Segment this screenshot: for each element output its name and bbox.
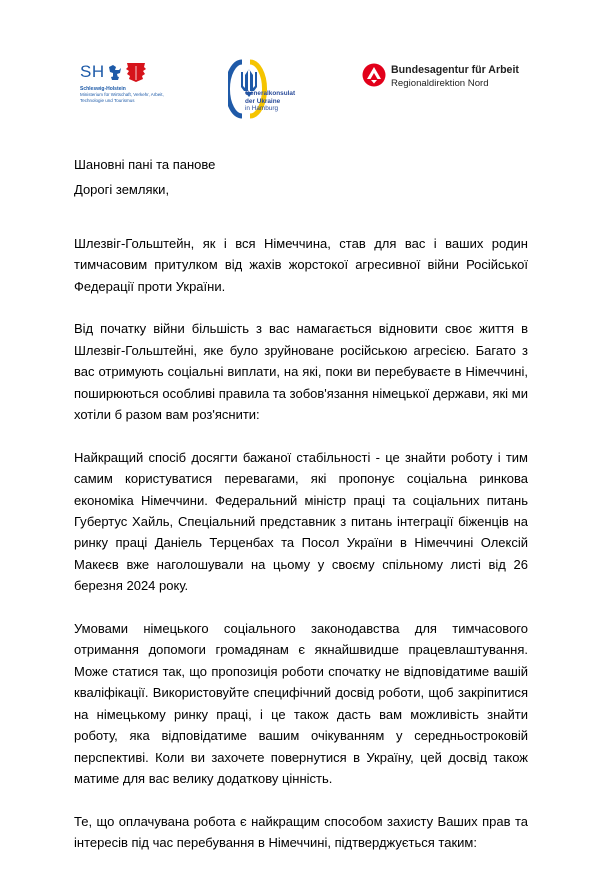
ua-consulate-logo xyxy=(228,58,318,122)
salutation-informal: Дорогі земляки, xyxy=(74,182,170,198)
paragraph-2: Від початку війни більшість з вас намагається відновити своє життя в Шлезвіг-Гольштейні, яке було зруйноване російською агресією. Багато з вас отримують соціальні виплати, на які, поки ви перебуваєте в Німеччині, поширюються особливі правила та зобов'язання німецької держави, які ми хотіли б разом вам роз'яснити: xyxy=(74,321,528,423)
salutation-formal: Шановні пані та панове xyxy=(74,157,216,172)
ba-logo xyxy=(362,63,542,99)
paragraph-4: Умовами німецького соціального законодавства для тимчасового отримання допомоги громадянам є якнайшвидше працевлаштування. Може статися так, що пропозиція роботи спочатку не відповідатиме вашій кваліфікації. Використовуйте специфічний досвід роботи, щоб закріпитися на німецькому ринку праці, і це також дасть вам можливість знайти роботу, яка відповідатиме вашим очікуванням у середньостроковій перспективі. Коли ви захочете повернутися в Україну, цей досвід також матиме для вас велику додаткову цінність. xyxy=(74,621,528,786)
ba-logo-sub: Regionaldirektion Nord xyxy=(391,78,489,89)
ua-logo-line2: der Ukraine xyxy=(245,97,281,105)
sh-ministry-logo xyxy=(80,60,195,120)
sh-logo-org: Schleswig-Holstein xyxy=(80,86,126,92)
ua-logo-text xyxy=(245,90,325,113)
letter-body xyxy=(74,154,528,875)
sh-coat-of-arms-icon xyxy=(107,61,151,83)
paragraph-3: Найкращий спосіб досягти бажаної стабільності - це знайти роботу і тим самим користуватися перевагами, які пропонує соціальна ринкова економіка Німеччини. Федеральний міністр праці та соціальних питань Губертус Хайль, Спеціальний представник з питань інтеграції біженців на ринку праці Даніель Терценбах та Посол України в Німеччині Олексій Макеєв вже наголошували на цьому у своєму спільному листі від 26 березня 2024 року. xyxy=(74,449,528,594)
sh-logo-abbr: SH xyxy=(80,62,105,81)
ba-logo-name: Bundesagentur für Arbeit xyxy=(391,64,519,76)
paragraph-5: Те, що оплачувана робота є найкращим способом захисту Ваших прав та інтересів під час перебування в Німеччині, підтверджується таким: xyxy=(74,813,528,851)
sh-logo-ministry: Ministerium für Wirtschaft, Verkehr, Arbeit, Technologie und Tourismus xyxy=(80,92,164,103)
ua-logo-line1: Generalkonsulat xyxy=(245,90,296,97)
ba-arrow-mark-icon xyxy=(362,63,386,87)
ua-logo-line3: in Hamburg xyxy=(245,105,279,113)
paragraph-1: Шлезвіг-Гольштейн, як і вся Німеччина, став для вас і ваших родин тимчасовим притулком від жахів жорстокої агресивної війни Російської Федерації проти України. xyxy=(74,235,528,294)
